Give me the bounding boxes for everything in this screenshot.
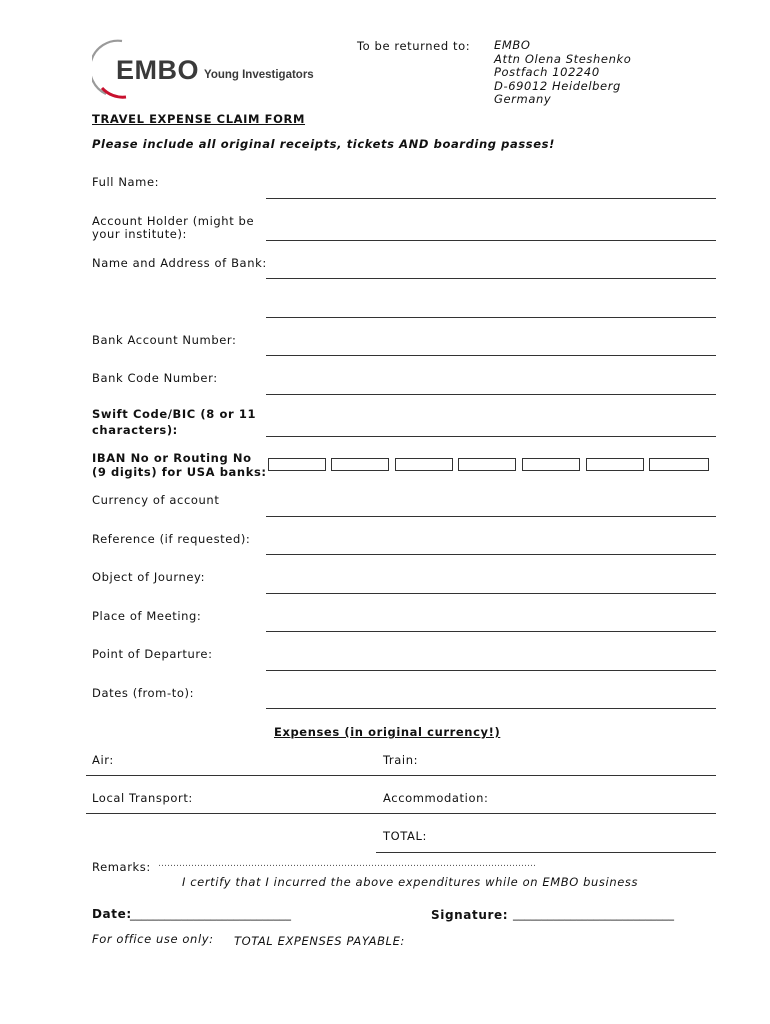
full-name-label: Full Name: [92,175,160,189]
currency-field[interactable] [266,516,716,517]
place-of-meeting-field[interactable] [266,631,716,632]
swift-field[interactable] [266,436,716,437]
account-holder-field[interactable] [266,240,716,241]
iban-box[interactable] [395,458,453,471]
embo-logo [92,38,322,100]
address-line: D-69012 Heidelberg [494,78,621,93]
currency-label: Currency of account [92,493,220,507]
account-holder-label-2: your institute): [92,227,188,241]
signature-field[interactable]: ____________________________ [513,907,674,921]
certification-text: I certify that I incurred the above expenditures while on EMBO business [182,875,639,889]
accommodation-label: Accommodation: [383,791,489,805]
object-of-journey-field[interactable] [266,593,716,594]
return-label: To be returned to: [357,39,471,53]
total-payable-label: TOTAL EXPENSES PAYABLE: [234,934,405,948]
reference-field[interactable] [266,554,716,555]
logo-text: EMBO [116,55,199,85]
date-label: Date: [92,907,132,921]
train-label: Train: [383,753,419,767]
dates-field[interactable] [266,708,716,709]
local-transport-label: Local Transport: [92,791,193,805]
bank-name-address-label: Name and Address of Bank: [92,256,267,270]
return-address [494,39,631,107]
address-line: Germany [494,92,552,106]
total-field[interactable] [376,852,716,853]
signature-label: Signature: [431,908,509,922]
point-of-departure-field[interactable] [266,670,716,671]
iban-label-1: IBAN No or Routing No [92,451,252,465]
bank-code-number-field[interactable] [266,394,716,395]
iban-box[interactable] [458,458,516,471]
form-title: TRAVEL EXPENSE CLAIM FORM [92,112,306,126]
bank-account-number-field[interactable] [266,355,716,356]
reference-label: Reference (if requested): [92,532,251,546]
iban-label-2: (9 digits) for USA banks: [92,465,267,479]
date-field[interactable]: ____________________________ [130,907,291,921]
bank-name-address-field-1[interactable] [266,278,716,279]
remarks-label: Remarks: [92,860,151,874]
total-label: TOTAL: [383,829,427,843]
receipts-notice: Please include all original receipts, tickets AND boarding passes! [92,137,555,151]
office-use-label: For office use only: [92,932,214,946]
bank-code-number-label: Bank Code Number: [92,371,218,385]
iban-box[interactable] [586,458,644,471]
address-line: Postfach 102240 [494,65,600,79]
iban-box[interactable] [331,458,389,471]
air-label: Air: [92,753,114,767]
swift-label-2: characters): [92,423,178,437]
iban-box[interactable] [649,458,709,471]
air-train-line[interactable] [86,775,716,776]
transport-accommodation-line[interactable] [86,813,716,814]
expenses-heading: Expenses (in original currency!) [274,725,501,739]
logo-subtext: Young Investigators [204,69,314,81]
bank-name-address-field-2[interactable] [266,317,716,318]
address-line: EMBO [494,38,531,52]
point-of-departure-label: Point of Departure: [92,647,213,661]
account-holder-label-1: Account Holder (might be [92,214,255,228]
object-of-journey-label: Object of Journey: [92,570,206,584]
address-line: Attn Olena Steshenko [494,51,632,66]
dates-label: Dates (from-to): [92,686,195,700]
swift-label-1: Swift Code/BIC (8 or 11 [92,407,257,421]
iban-box[interactable] [522,458,580,471]
remarks-field[interactable]: ……………………………………………………………………………………………………………… [158,859,536,869]
place-of-meeting-label: Place of Meeting: [92,609,202,623]
bank-account-number-label: Bank Account Number: [92,333,237,347]
iban-box[interactable] [268,458,326,471]
full-name-field[interactable] [266,198,716,199]
